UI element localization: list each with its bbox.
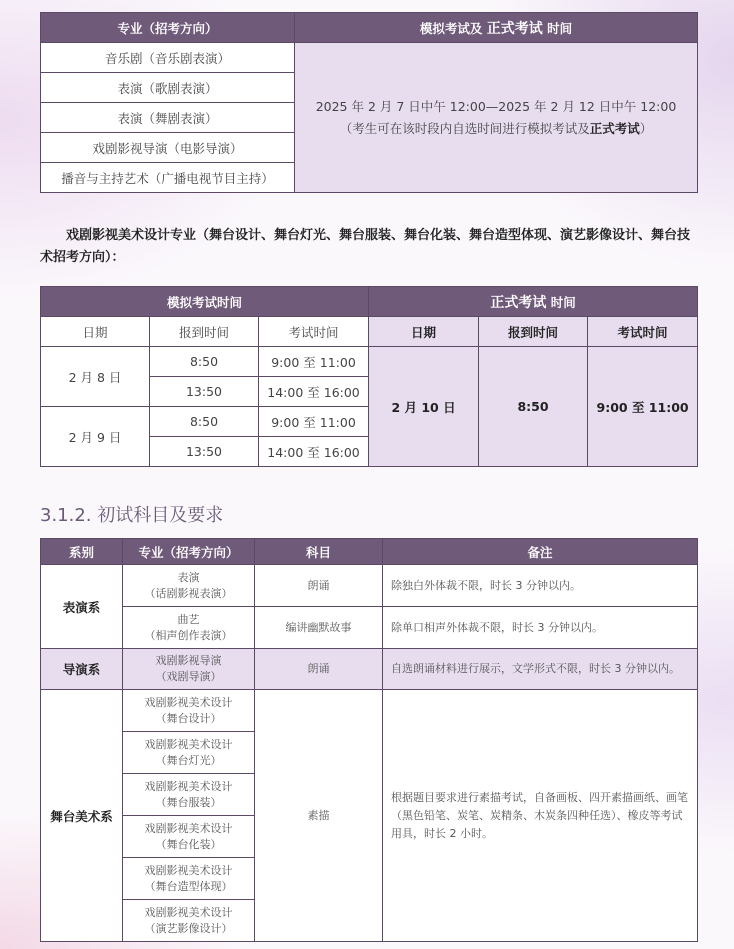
major-cell: 戏剧影视导演（电影导演）: [41, 133, 295, 163]
formal-sub-header-checkin: 报到时间: [479, 317, 588, 347]
header-time: 模拟考试及 正式考试 时间: [295, 13, 698, 43]
subjects-table: [40, 538, 698, 942]
mock-exam-cell: 9:00 至 11:00: [259, 347, 369, 377]
note-cell: 除独白外体裁不限，时长 3 分钟以内。: [383, 565, 698, 607]
mock-checkin-cell: 8:50: [150, 347, 259, 377]
header-major: 专业（招考方向）: [41, 13, 295, 43]
major-cell: 曲艺 （相声创作表演）: [123, 607, 255, 649]
formal-sub-header-exam: 考试时间: [588, 317, 698, 347]
formal-exam-header: 正式考试 时间: [369, 287, 698, 317]
mock-date-cell: 2 月 8 日: [41, 347, 150, 407]
formal-sub-header-date: 日期: [369, 317, 479, 347]
mock-exam-cell: 14:00 至 16:00: [259, 377, 369, 407]
time-range-cell: 2025 年 2 月 7 日中午 12:00—2025 年 2 月 12 日中午 12:00 （考生可在该时段内自选时间进行模拟考试及正式考试）: [295, 43, 698, 193]
header-dept: 系别: [41, 539, 123, 565]
major-cell: 戏剧影视导演 （戏剧导演）: [123, 649, 255, 690]
major-cell: 表演 （话剧影视表演）: [123, 565, 255, 607]
exam-time-table-1: [40, 12, 698, 193]
sub-header-checkin: 报到时间: [150, 317, 259, 347]
major-cell: 表演（舞剧表演）: [41, 103, 295, 133]
formal-checkin-cell: 8:50: [479, 347, 588, 467]
major-cell: 音乐剧（音乐剧表演）: [41, 43, 295, 73]
major-cell: 播音与主持艺术（广播电视节目主持）: [41, 163, 295, 193]
mock-exam-cell: 9:00 至 11:00: [259, 407, 369, 437]
dept-cell: 表演系: [41, 565, 123, 649]
mock-checkin-cell: 8:50: [150, 407, 259, 437]
mock-exam-cell: 14:00 至 16:00: [259, 437, 369, 467]
mock-checkin-cell: 13:50: [150, 377, 259, 407]
header-major: 专业（招考方向）: [123, 539, 255, 565]
exam-time-table-2: [40, 286, 698, 467]
mock-date-cell: 2 月 9 日: [41, 407, 150, 467]
subject-cell: 朗诵: [255, 565, 383, 607]
subject-cell: 编讲幽默故事: [255, 607, 383, 649]
sub-header-exam: 考试时间: [259, 317, 369, 347]
subject-cell: 素描: [255, 690, 383, 942]
dept-cell: 导演系: [41, 649, 123, 690]
mock-exam-header: 模拟考试时间: [41, 287, 369, 317]
header-note: 备注: [383, 539, 698, 565]
major-cell: 戏剧影视美术设计 （舞台化装）: [123, 816, 255, 858]
note-cell: 自选朗诵材料进行展示，文学形式不限，时长 3 分钟以内。: [383, 649, 698, 690]
note-cell: 除单口相声外体裁不限，时长 3 分钟以内。: [383, 607, 698, 649]
major-cell: 表演（歌剧表演）: [41, 73, 295, 103]
dept-cell: 舞台美术系: [41, 690, 123, 942]
note-cell: 根据题目要求进行素描考试，自备画板、四开素描画纸、画笔（黑色铅笔、炭笔、炭精条、木炭条四种任选）、橡皮等考试用具，时长 2 小时。: [383, 690, 698, 942]
major-cell: 戏剧影视美术设计 （舞台服装）: [123, 774, 255, 816]
header-subject: 科目: [255, 539, 383, 565]
mock-checkin-cell: 13:50: [150, 437, 259, 467]
major-cell: 戏剧影视美术设计 （舞台设计）: [123, 690, 255, 732]
stage-design-paragraph: 戏剧影视美术设计专业（舞台设计、舞台灯光、舞台服装、舞台化装、舞台造型体现、演艺影像设计、舞台技术招考方向）：: [40, 228, 691, 265]
formal-exam-cell: 9:00 至 11:00: [588, 347, 698, 467]
major-cell: 戏剧影视美术设计 （演艺影像设计）: [123, 900, 255, 942]
formal-date-cell: 2 月 10 日: [369, 347, 479, 467]
major-cell: 戏剧影视美术设计 （舞台造型体现）: [123, 858, 255, 900]
subject-cell: 朗诵: [255, 649, 383, 690]
section-title: 3.1.2. 初试科目及要求: [40, 505, 224, 526]
major-cell: 戏剧影视美术设计 （舞台灯光）: [123, 732, 255, 774]
sub-header-date: 日期: [41, 317, 150, 347]
